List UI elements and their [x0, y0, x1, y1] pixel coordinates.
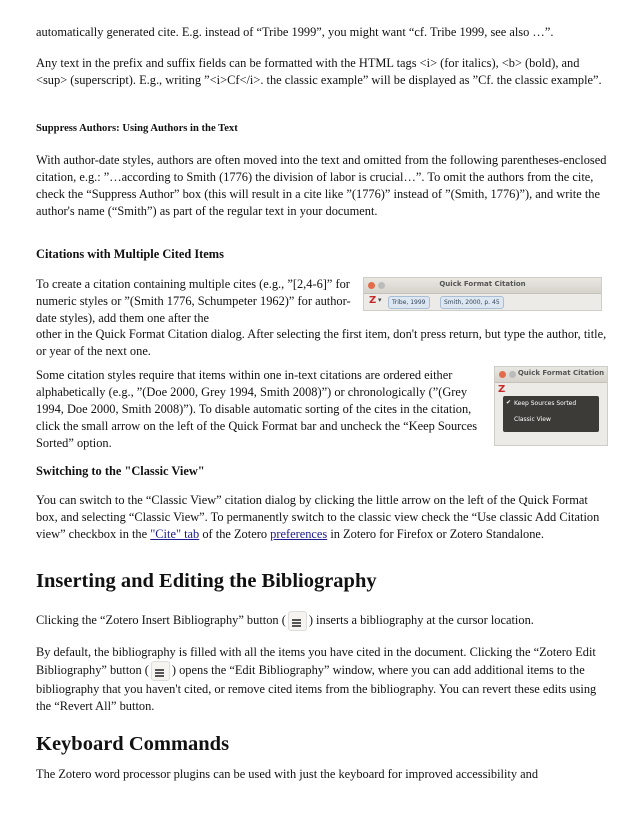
text-span: in Zotero for Firefox or Zotero Standalone.	[327, 527, 544, 541]
dialog-titlebar	[495, 367, 607, 383]
list-lines-icon	[292, 619, 301, 621]
zotero-edit-bibliography-icon	[151, 661, 170, 681]
text-span: By default, the bibliography is filled with all the items you have cited in the document. Clicking the “Zotero Edit Bibliography” button (	[36, 645, 596, 677]
dialog-titlebar	[364, 278, 601, 294]
paragraph-insert-bibliography	[36, 611, 608, 631]
paragraph-multiple-cites-part2: other in the Quick Format Citation dialog. After selecting the first item, don't press return, but type the author, title, or year of the next one.	[36, 327, 607, 358]
citation-bubble: Smith, 2000, p. 45	[440, 296, 504, 309]
zotero-logo-icon: Z	[498, 384, 506, 395]
preferences-link[interactable]: preferences	[270, 527, 328, 541]
paragraph-prefix-suffix-formatting: Any text in the prefix and suffix fields can be formatted with the HTML tags <i> (for italics), <b> (bold), and <sup> (superscript). E.g., writing ”<i>Cf</i>. the classic example” will be displayed as ”Cf. the classic example”.	[36, 56, 602, 87]
checkmark-icon: ✔	[506, 399, 512, 406]
text-span: of the Zotero	[199, 527, 271, 541]
text-span: ) opens the “Edit Bibliography” window, where you can add additional items to the bibliography that you haven't cited, or remove cited items from the bibliography. You can revert these edits using the “Revert All” button.	[36, 662, 597, 713]
paragraph-suppress-authors: With author-date styles, authors are often moved into the text and omitted from the following parentheses-enclosed citation, e.g.: ”…according to Smith (1776) the division of labor is crucial…”. To omit the authors from the cite, check the “Suppress Author” box (this will result in a cite like ”(1776)” instead of ”(Smith, 1776)”), and write the author's name (“Smith”) as part of the regular text in your document.	[36, 153, 607, 218]
heading-inserting-editing-bibliography: Inserting and Editing the Bibliography	[36, 570, 377, 592]
zotero-logo-icon: Z	[369, 295, 377, 306]
chevron-down-icon: ▾	[378, 296, 382, 304]
heading-keyboard-commands: Keyboard Commands	[36, 733, 230, 755]
list-lines-icon	[155, 669, 164, 671]
paragraph-citation-sorting: Some citation styles require that items within one in-text citations are ordered either alphabetically (e.g., ”(Doe 2000, Grey 1994, Smith 2008)”) or chronologically (”(Grey 1994, Doe 2000, Smith 2008)”). To disable automatic sorting of the cites in the citation, click the small arrow on the left of the Quick Format bar and uncheck the “Keep Sources Sorted” option.	[36, 368, 478, 450]
paragraph-edit-bibliography	[36, 644, 608, 715]
menu-item-keep-sources-sorted: Keep Sources Sorted	[514, 400, 577, 407]
paragraph-multiple-cites-part1: To create a citation containing multiple cites (e.g., ”[2,4-6]” for numeric styles or ”(Smith 1776, Schumpeter 1962)” for author-date styles), add them one after the	[36, 277, 351, 325]
paragraph-cite-example: automatically generated cite. E.g. instead of “Tribe 1999”, you might want “cf. Tribe 1999, see also …”.	[36, 25, 554, 39]
text-span: You can switch to the “Classic View” citation dialog by clicking the little arrow on the left of the Quick Format box, and selecting “Classic View”. To permanently switch to the classic view check the “Use classic Add Citation view” checkbox in the	[36, 493, 600, 541]
heading-classic-view: Switching to the "Classic View"	[36, 464, 205, 478]
quick-format-dropdown-menu	[503, 396, 599, 432]
heading-suppress-authors: Suppress Authors: Using Authors in the Text	[36, 123, 238, 134]
menu-item-classic-view: Classic View	[514, 416, 551, 423]
citation-bubble: Tribe, 1999	[388, 296, 430, 309]
quick-format-menu-screenshot	[494, 366, 608, 446]
close-dot-icon	[499, 371, 506, 378]
paragraph-classic-view	[36, 492, 608, 543]
heading-multiple-cited-items: Citations with Multiple Cited Items	[36, 247, 224, 261]
quick-format-citation-screenshot	[363, 277, 602, 311]
text-span: Clicking the “Zotero Insert Bibliography” button (	[36, 612, 286, 627]
dialog-title: Quick Format Citation	[439, 280, 526, 288]
zotero-insert-bibliography-icon	[288, 611, 307, 631]
citation-search-field	[388, 296, 596, 307]
dialog-title: Quick Format Citation	[517, 369, 605, 377]
text-span: ) inserts a bibliography at the cursor location.	[308, 612, 534, 627]
cite-tab-link[interactable]: "Cite" tab	[150, 527, 200, 541]
paragraph-keyboard-commands: The Zotero word processor plugins can be used with just the keyboard for improved accessibility and	[36, 767, 539, 781]
